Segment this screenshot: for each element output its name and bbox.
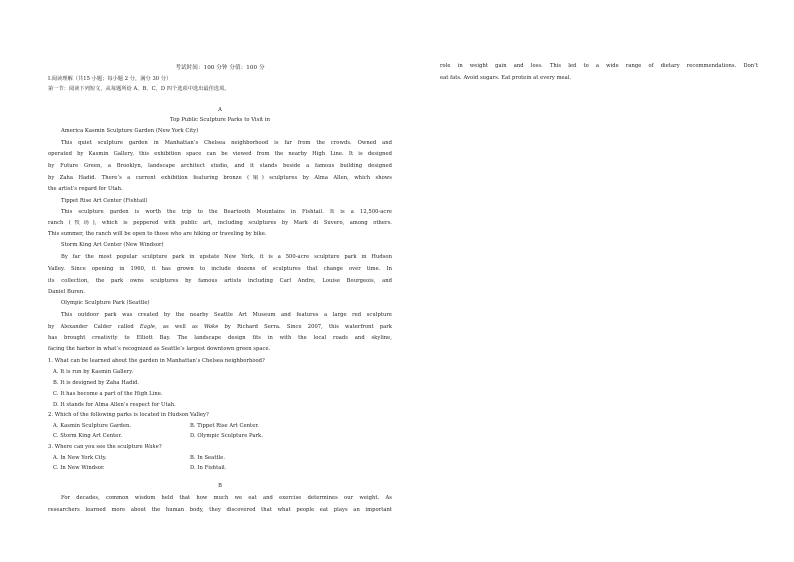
option-3b: B. In Seattle.: [190, 455, 226, 461]
passage-b-label: B: [218, 483, 222, 489]
question-1: 1. What can be learned about the garden in Manhattan’s Chelsea neighborhood?: [48, 358, 265, 364]
option-2d: D. Olympic Sculpture Park.: [190, 433, 263, 439]
text-line: By far the most popular sculpture park in upstate New York, it is a 500-acre sculpture park in Hudson: [61, 254, 392, 260]
time-score: 考试时间：100 分钟 分值：100 分: [175, 65, 265, 71]
text-line: the artist’s regard for Utah.: [48, 186, 123, 192]
text-line: Daniel Buren.: [48, 289, 85, 295]
passage-a-title: Top Public Sculpture Parks to Visit in: [170, 117, 270, 123]
question-2: 2. Which of the following parks is located in Hudson Valley?: [48, 412, 209, 418]
text-line: by Future Green, a Brooklyn, landscape architect studio, and it stands beside a famous building designed: [48, 163, 392, 169]
text-segment: by Alexander Calder called: [48, 324, 140, 330]
text-segment: , as well as: [155, 324, 204, 330]
question-3: [48, 444, 162, 451]
option-1b: B. It is designed by Zaha Hadid.: [53, 380, 140, 386]
option-2b: B. Tippet Rise Art Center.: [190, 423, 259, 429]
park-heading-kasmin: America Kasmin Sculpture Garden (New York City): [61, 128, 199, 134]
question-3-text: 3. Where can you see the sculpture: [48, 444, 145, 450]
text-line: Valley. Since opening in 1960, it has grown to include dozens of sculptures that change over time. In: [48, 266, 392, 272]
sculpture-title-wake: Wake: [144, 444, 159, 450]
text-line: This quiet sculpture garden in Manhattan’s Chelsea neighborhood is far from the crowds. Owned and: [61, 140, 392, 146]
text-line: This outdoor park was created by the nearby Seattle Art Museum and features a large red sculpture: [61, 312, 392, 318]
text-line: This summer, the ranch will be open to those who are hiking or traveling by bike.: [48, 231, 267, 237]
option-2a: A. Kasmin Sculpture Garden.: [53, 423, 132, 429]
text-line: facing the harbor in what’s recognized as Seattle’s largest downtown green space.: [48, 346, 271, 352]
option-1d: D. It stands for Alma Allen’s respect for Utah.: [53, 402, 176, 408]
text-segment: by Richard Serra. Since 2007, this waterfront park: [218, 324, 392, 330]
text-line: role in weight gain and loss. This led to a wide range of dietary recommendations. Don’t: [440, 63, 758, 69]
text-line: ranch (牧场), which is peppered with public art, including sculptures by Mark di Suvero, among others.: [48, 220, 392, 226]
option-3c: C. In New Windsor.: [53, 465, 105, 471]
passage-a-label: A: [218, 107, 222, 113]
option-1a: A. It is run by Kasmin Gallery.: [53, 369, 134, 375]
park-heading-tippet: Tippet Rise Art Center (Fishtail): [61, 198, 148, 204]
text-line: its collection, the park owns sculptures by famous artists including Carl Andre, Louise Bourgeois, and: [48, 278, 392, 284]
text-line: researchers learned more about the human body, they discovered that what people eat plays an important: [48, 507, 392, 513]
text-line: For decades, common wisdom held that how much we eat and exercise determines our weight. As: [61, 495, 392, 501]
text-line: [48, 324, 392, 331]
sculpture-title-eagle: Eagle: [139, 324, 156, 330]
option-3a: A. In New York City.: [53, 455, 107, 461]
question-3-mark: ?: [158, 444, 162, 450]
park-heading-olympic: Olympic Sculpture Park (Seattle): [61, 300, 150, 306]
option-3d: D. In Fishtail.: [190, 465, 227, 471]
text-line: This sculpture garden is worth the trip to the Beartooth Mountains in Fishtail. It is a 12,500-acre: [61, 209, 392, 215]
text-line: has brought creativity to Elliott Bay. The landscape design fits in with the local roads and skyline,: [48, 335, 392, 341]
option-2c: C. Storm King Art Center.: [53, 433, 123, 439]
text-line: operated by Kasmin Gallery, this exhibition space can be viewed from the nearby High Line. It is designed: [48, 151, 392, 157]
option-1c: C. It has become a part of the High Line.: [53, 391, 163, 397]
park-heading-storm-king: Storm King Art Center (New Windsor): [61, 242, 164, 248]
sculpture-title-wake: Wake: [203, 324, 219, 330]
section-instruction: 第一节：阅读下列短文，从每题所给 A、B、C、D 四个选项中选出最佳选项。: [48, 86, 230, 92]
text-line: eat fats. Avoid sugars. Eat protein at every meal.: [440, 75, 572, 81]
text-line: by Zaha Hadid. There’s a current exhibition featuring bronze (铜) sculptures by Alma Allen, which shows: [48, 175, 392, 181]
section-title: Ⅰ.阅读理解（共15 小题；每小题 2 分，满分 30 分）: [48, 76, 172, 82]
